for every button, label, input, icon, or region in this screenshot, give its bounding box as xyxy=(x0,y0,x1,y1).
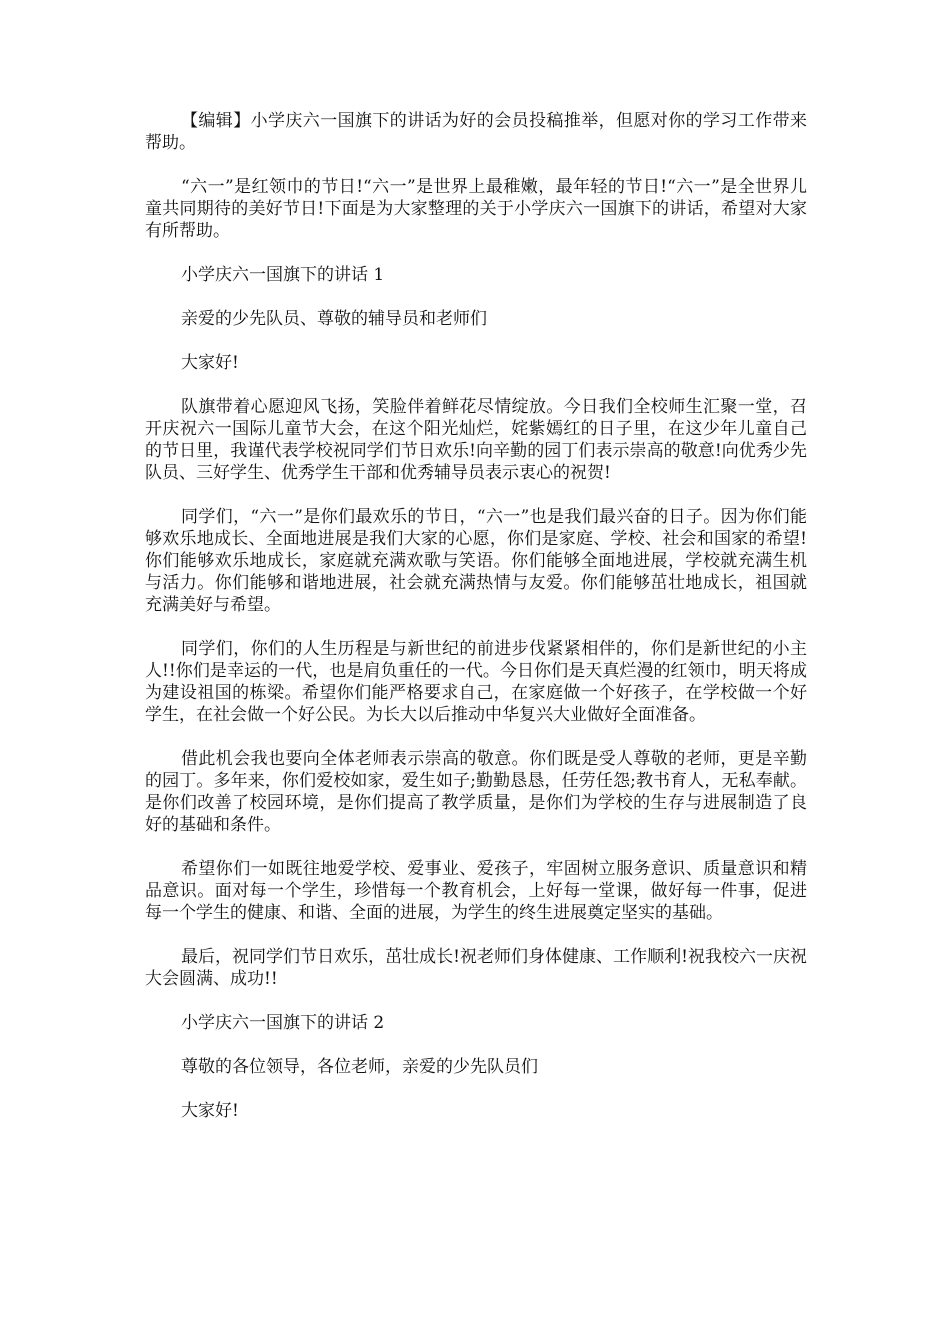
speech-1-title: 小学庆六一国旗下的讲话 1 xyxy=(181,265,385,285)
speech-1-closing: 最后，祝同学们节日欢乐，茁壮成长!祝老师们身体健康、工作顺利!祝我校六一庆祝大会圆满、成功!! xyxy=(145,947,807,989)
speech-2-title: 小学庆六一国旗下的讲话 2 xyxy=(181,1013,385,1033)
speech-1-greeting: 大家好! xyxy=(181,353,239,373)
speech-1-paragraph: 队旗带着心愿迎风飞扬，笑脸伴着鲜花尽情绽放。今日我们全校师生汇聚一堂，召开庆祝六一国际儿童节大会，在这个阳光灿烂，姹紫嫣红的日子里，在这少年儿童自己的节日里，我谨代表学校祝同学们节日欢乐!向辛勤的园丁们表示崇高的敬意!向优秀少先队员、三好学生、优秀学生干部和优秀辅导员表示衷心的祝贺! xyxy=(145,397,807,483)
speech-1-paragraph: 同学们，“六一”是你们最欢乐的节日，“六一”也是我们最兴奋的日子。因为你们能够欢乐地成长、全面地进展是我们大家的心愿，你们是家庭、学校、社会和国家的希望!你们能够欢乐地成长，家庭就充满欢歌与笑语。你们能够全面地进展，学校就充满生机与活力。你们能够和谐地进展，社会就充满热情与友爱。你们能够茁壮地成长，祖国就充满美好与希望。 xyxy=(145,507,807,615)
speech-1-paragraph: 借此机会我也要向全体老师表示崇高的敬意。你们既是受人尊敬的老师，更是辛勤的园丁。多年来，你们爱校如家，爱生如子;勤勤恳恳，任劳任怨;教书育人，无私奉献。是你们改善了校园环境，是你们提高了教学质量，是你们为学校的生存与进展制造了良好的基础和条件。 xyxy=(145,749,807,835)
speech-2-greeting: 大家好! xyxy=(181,1101,239,1121)
intro-paragraph: “六一”是红领巾的节日!“六一”是世界上最稚嫩，最年轻的节日!“六一”是全世界儿童共同期待的美好节日!下面是为大家整理的关于小学庆六一国旗下的讲话，希望对大家有所帮助。 xyxy=(145,177,807,241)
document-body xyxy=(145,110,807,1144)
intro-note: 【编辑】小学庆六一国旗下的讲话为好的会员投稿推举，但愿对你的学习工作带来帮助。 xyxy=(145,111,807,153)
speech-2-salutation: 尊敬的各位领导，各位老师，亲爱的少先队员们 xyxy=(181,1057,538,1077)
speech-1-salutation: 亲爱的少先队员、尊敬的辅导员和老师们 xyxy=(181,309,487,329)
speech-1-paragraph: 同学们，你们的人生历程是与新世纪的前进步伐紧紧相伴的，你们是新世纪的小主人!!你们是幸运的一代，也是肩负重任的一代。今日你们是天真烂漫的红领巾，明天将成为建设祖国的栋梁。希望你们能严格要求自己，在家庭做一个好孩子，在学校做一个好学生，在社会做一个好公民。为长大以后推动中华复兴大业做好全面准备。 xyxy=(145,639,807,725)
speech-1-paragraph: 希望你们一如既往地爱学校、爱事业、爱孩子，牢固树立服务意识、质量意识和精品意识。面对每一个学生，珍惜每一个教育机会，上好每一堂课，做好每一件事，促进每一个学生的健康、和谐、全面的进展，为学生的终生进展奠定坚实的基础。 xyxy=(145,859,807,923)
